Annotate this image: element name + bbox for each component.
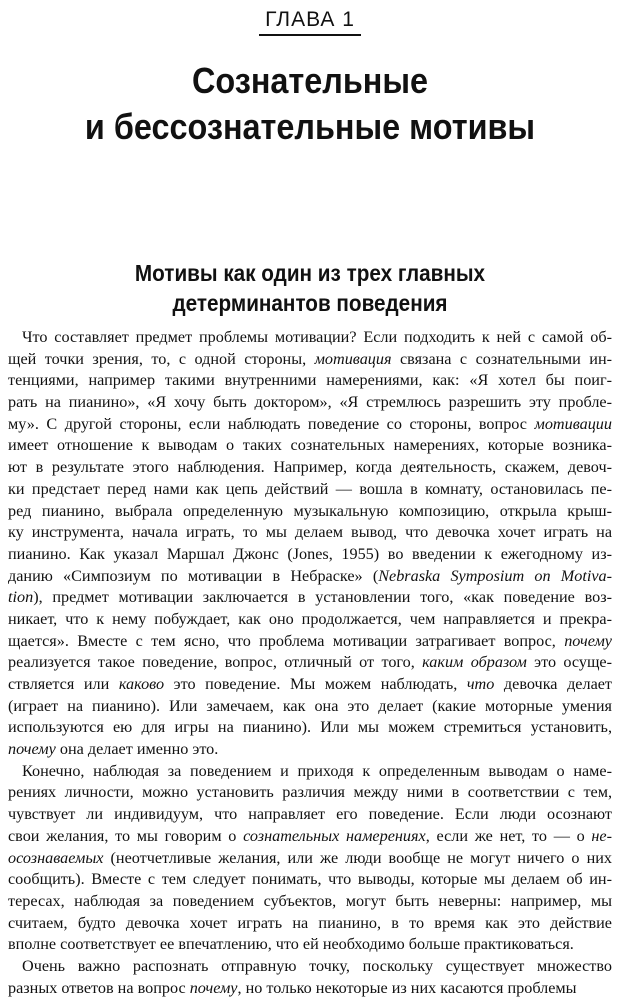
text-line: ствляется или каково это поведение. Мы можем наблюдать, что девочка делает	[8, 675, 613, 693]
italic-term: мотивации	[534, 414, 612, 433]
body-text	[8, 327, 612, 999]
paragraph	[8, 956, 612, 999]
text-line: имеет отношение к выводам о таких сознательных намерениях, которые возника-	[8, 436, 612, 455]
paragraph	[8, 761, 612, 956]
text-line: реализуется такое поведение, вопрос, отличный от того, каким образом это осуще-	[8, 653, 613, 672]
section-title-line-1: Мотивы как один из трех главных	[134, 260, 486, 286]
text-line: ку инструмента, начала играть, то мы делаем вывод, что девочка хочет играть на	[8, 523, 612, 542]
italic-term: что	[466, 675, 495, 693]
text-line: чувствует ли индивидуум, что направляет его поведение. Если люди осознают	[8, 805, 612, 824]
text-line: сообщить). Вместе с тем следует понимать, что выводы, которые мы делаем об ин-	[8, 870, 612, 889]
text-line: щается». Вместе с тем ясно, что проблема мотивации затрагивает вопрос, почему	[8, 631, 612, 650]
chapter-title-line-1: Сознательные	[191, 60, 429, 101]
text-line: рать на пианино», «Я хочу быть доктором», «Я стремлюсь разрешить эту пробле-	[8, 393, 612, 412]
text-line: осознаваемых (неотчетливые желания, или же люди вообще не могут ничего о них	[8, 848, 612, 867]
text-line: вполне соответствует ее впечатлению, что ей необходимо больше практиковаться.	[8, 935, 574, 954]
chapter-title-line-2: и бессознательные мотивы	[84, 106, 536, 147]
text-line: tion), предмет мотивации заключается в установлении того, «как поведение воз-	[8, 588, 612, 607]
text-line: ют в результате этого наблюдения. Например, когда деятельность, скажем, девоч-	[8, 458, 612, 477]
section-title-line-2: детерминантов поведения	[172, 290, 448, 316]
text-line: ки предстает перед нами как цепь действий — вошла в комнату, остановилась пе-	[8, 479, 612, 498]
text-line: разных ответов на вопрос почему, но только некоторые из них касаются проблемы	[8, 978, 577, 997]
italic-term: почему	[8, 740, 56, 759]
italic-term: Nebraska Symposium on Motiva-	[378, 566, 612, 585]
text-line: ред пианино, выбрала определенную музыкальную композицию, открыла крыш-	[8, 501, 612, 520]
text-line: данию «Симпозиум по мотивации в Небраске» (Nebraska Symposium on Motiva-	[8, 566, 612, 585]
chapter-title	[31, 58, 589, 150]
text-line: почему она делает именно это.	[8, 740, 219, 759]
text-line: Что составляет предмет проблемы мотивации? Если подходить к ней с самой об-	[22, 328, 612, 346]
text-line: рениях личности, можно установить различия между ними в соответствии с тем,	[8, 783, 612, 802]
italic-term: сознательных намерениях	[243, 826, 426, 845]
text-line: му». С другой стороны, если наблюдать поведение со стороны, вопрос мотивации	[8, 414, 612, 433]
text-line: тенциями, например такими внутренними намерениями, как: «Я хотел бы поиг-	[8, 371, 612, 390]
italic-term: не-	[591, 826, 612, 845]
text-line: тересах, наблюдая за поведением субъектов, могут быть неверны: например, мы	[8, 891, 612, 910]
text-line: (играет на пианино). Или замечаем, как она это делает (какие моторные умения	[8, 696, 612, 715]
text-line: считаем, будто девочка хочет играть на пианино, в то время как это действие	[8, 913, 612, 932]
italic-term: мотивация	[314, 349, 392, 368]
text-line: щей точки зрения, то, с одной стороны, мотивация связана с сознательными ин-	[8, 349, 613, 368]
text-line: никает, что к нему побуждает, как оно продолжается, чем направляется и прекра-	[8, 609, 612, 628]
italic-term: осознаваемых	[8, 848, 104, 867]
chapter-label-text: ГЛАВА 1	[259, 8, 361, 36]
text-line: используются ею для игры на пианино). Или мы можем стремиться установить,	[8, 718, 612, 737]
text-line: свои желания, то мы говорим о сознательных намерениях, если же нет, то — о не-	[8, 826, 612, 845]
text-line: Очень важно распознать отправную точку, поскольку существует множество	[22, 956, 612, 975]
italic-term: каким образом	[422, 653, 527, 672]
paragraph	[8, 327, 612, 761]
section-title	[31, 258, 589, 318]
italic-term: почему	[564, 631, 612, 650]
text-line: пианино. Как указал Маршал Джонс (Jones, 1955) во введении к ежегодному из-	[8, 544, 612, 563]
italic-term: каково	[118, 675, 165, 693]
chapter-label	[0, 8, 620, 36]
text-line: Конечно, наблюдая за поведением и приходя к определенным выводам о наме-	[22, 761, 612, 780]
italic-term: почему	[189, 978, 238, 997]
italic-term: tion	[8, 588, 34, 607]
